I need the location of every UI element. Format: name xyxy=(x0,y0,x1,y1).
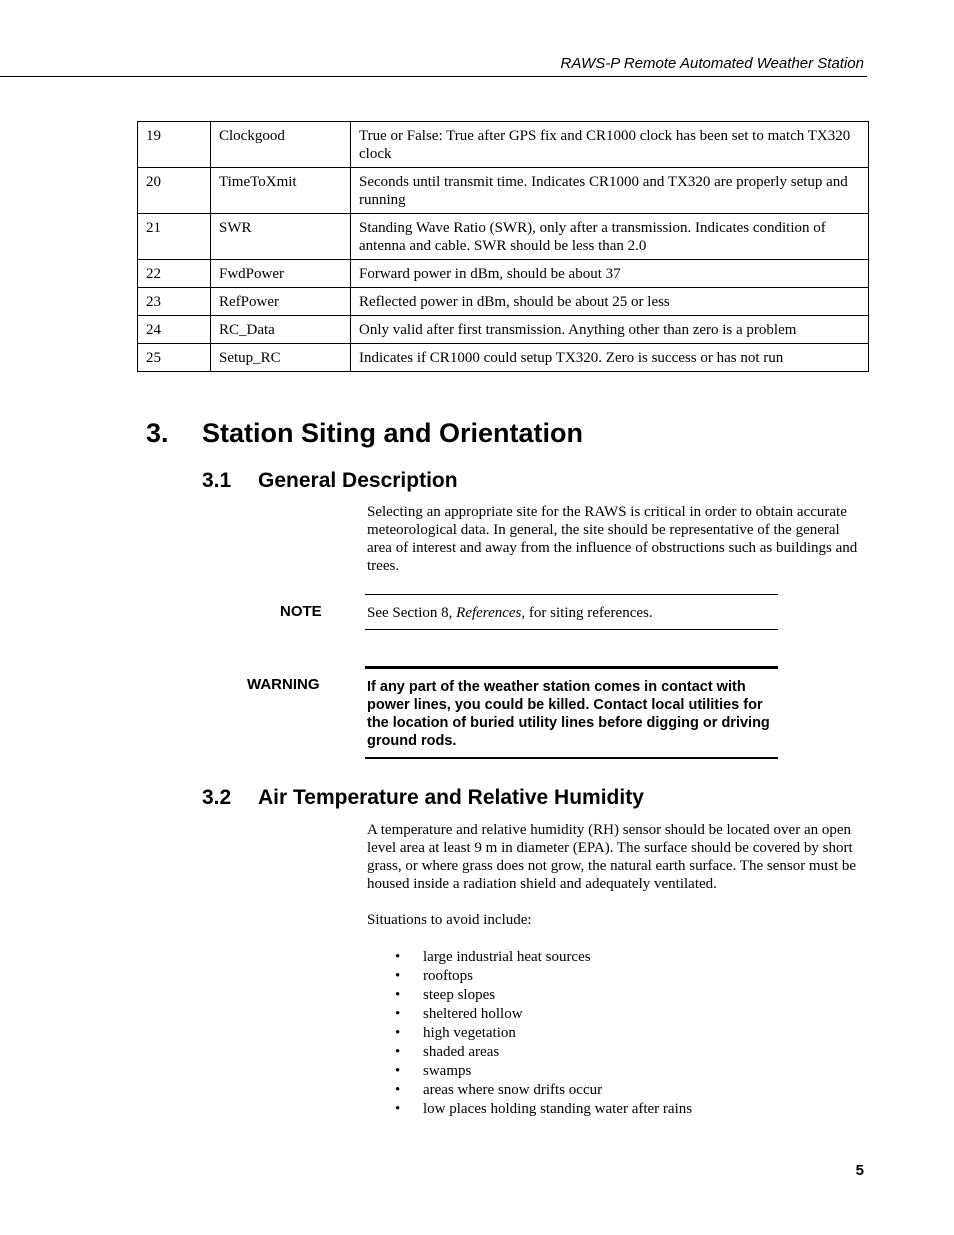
note-text xyxy=(367,604,653,622)
row-variable: FwdPower xyxy=(211,260,351,288)
bullet-icon: • xyxy=(395,1006,401,1022)
row-number: 25 xyxy=(138,344,211,372)
references-link-text: References xyxy=(456,605,522,621)
row-number: 21 xyxy=(138,214,211,260)
bullet-icon: • xyxy=(395,1025,401,1041)
list-item-text: steep slopes xyxy=(423,987,496,1003)
row-description: Only valid after first transmission. Anything other than zero is a problem xyxy=(351,316,869,344)
list-item-text: shaded areas xyxy=(423,1044,500,1060)
table-row xyxy=(138,122,869,168)
section-3-1-title: General Description xyxy=(258,469,458,492)
row-variable: TimeToXmit xyxy=(211,168,351,214)
row-variable: SWR xyxy=(211,214,351,260)
list-item xyxy=(367,1081,692,1100)
bullet-icon: • xyxy=(395,1082,401,1098)
row-number: 19 xyxy=(138,122,211,168)
section-3-2-heading xyxy=(202,786,644,810)
row-variable: RC_Data xyxy=(211,316,351,344)
parameter-table xyxy=(137,121,869,372)
bullet-icon: • xyxy=(395,987,401,1003)
list-item xyxy=(367,1043,692,1062)
header-rule xyxy=(0,76,867,77)
list-item xyxy=(367,1062,692,1081)
running-header: RAWS-P Remote Automated Weather Station xyxy=(560,55,864,72)
section-3-2-title: Air Temperature and Relative Humidity xyxy=(258,786,644,809)
bullet-icon: • xyxy=(395,1101,401,1117)
list-item-text: rooftops xyxy=(423,968,473,984)
warning-box xyxy=(365,666,778,759)
note-box xyxy=(365,594,778,630)
table-row xyxy=(138,288,869,316)
table-row xyxy=(138,344,869,372)
list-item-text: large industrial heat sources xyxy=(423,949,591,965)
note-text-start: See Section 8, xyxy=(367,605,457,621)
row-number: 20 xyxy=(138,168,211,214)
list-item xyxy=(367,967,692,986)
list-item-text: low places holding standing water after rains xyxy=(423,1101,693,1117)
warning-label: WARNING xyxy=(247,676,320,693)
table-row xyxy=(138,168,869,214)
table-row xyxy=(138,316,869,344)
note-label: NOTE xyxy=(280,603,322,620)
list-item xyxy=(367,1005,692,1024)
row-description: Seconds until transmit time. Indicates CR1000 and TX320 are properly setup and running xyxy=(351,168,869,214)
bullet-icon: • xyxy=(395,1044,401,1060)
row-description: Forward power in dBm, should be about 37 xyxy=(351,260,869,288)
section-3-title: Station Siting and Orientation xyxy=(202,418,583,448)
list-item xyxy=(367,1024,692,1043)
row-number: 22 xyxy=(138,260,211,288)
warning-text: If any part of the weather station comes in contact with power lines, you could be killed. Contact local utilities for the location of buried utility lines before digging or driving ground rods. xyxy=(367,679,770,749)
parameter-table-body xyxy=(138,122,869,372)
list-item-text: swamps xyxy=(423,1063,472,1079)
section-3-2-number: 3.2 xyxy=(202,786,232,809)
note-text-end: , for siting references. xyxy=(521,605,653,621)
row-description: Indicates if CR1000 could setup TX320. Zero is success or has not run xyxy=(351,344,869,372)
row-number: 23 xyxy=(138,288,211,316)
section-3-number: 3. xyxy=(146,418,169,448)
row-variable: RefPower xyxy=(211,288,351,316)
row-description: Standing Wave Ratio (SWR), only after a transmission. Indicates condition of antenna and cable. SWR should be less than 2.0 xyxy=(351,214,869,260)
row-variable: Clockgood xyxy=(211,122,351,168)
table-row xyxy=(138,260,869,288)
row-variable: Setup_RC xyxy=(211,344,351,372)
table-row xyxy=(138,214,869,260)
list-item xyxy=(367,986,692,1005)
list-item-text: sheltered hollow xyxy=(423,1006,523,1022)
temperature-rh-paragraph: A temperature and relative humidity (RH) sensor should be located over an open level area at least 9 m in diameter (EPA). The surface should be covered by short grass, or where grass does not grow, the natural earth surface. The sensor must be housed inside a radiation shield and adequately ventilated. xyxy=(367,822,857,892)
bullet-icon: • xyxy=(395,968,401,984)
list-item-text: high vegetation xyxy=(423,1025,516,1041)
row-description: True or False: True after GPS fix and CR1000 clock has been set to match TX320 clock xyxy=(351,122,869,168)
general-description-paragraph: Selecting an appropriate site for the RAWS is critical in order to obtain accurate meteorological data. In general, the site should be representative of the general area of interest and away from the influence of obstructions such as buildings and trees. xyxy=(367,504,858,574)
bullet-icon: • xyxy=(395,1063,401,1079)
list-item-text: areas where snow drifts occur xyxy=(423,1082,603,1098)
list-item xyxy=(367,948,692,967)
section-3-heading xyxy=(146,418,583,449)
bullet-icon: • xyxy=(395,949,401,965)
row-number: 24 xyxy=(138,316,211,344)
section-3-1-number: 3.1 xyxy=(202,469,232,492)
section-3-1-heading xyxy=(202,469,458,493)
avoid-list xyxy=(367,948,692,1119)
list-item xyxy=(367,1100,692,1119)
row-description: Reflected power in dBm, should be about 25 or less xyxy=(351,288,869,316)
avoid-intro: Situations to avoid include: xyxy=(367,912,532,928)
page-number: 5 xyxy=(855,1162,864,1179)
